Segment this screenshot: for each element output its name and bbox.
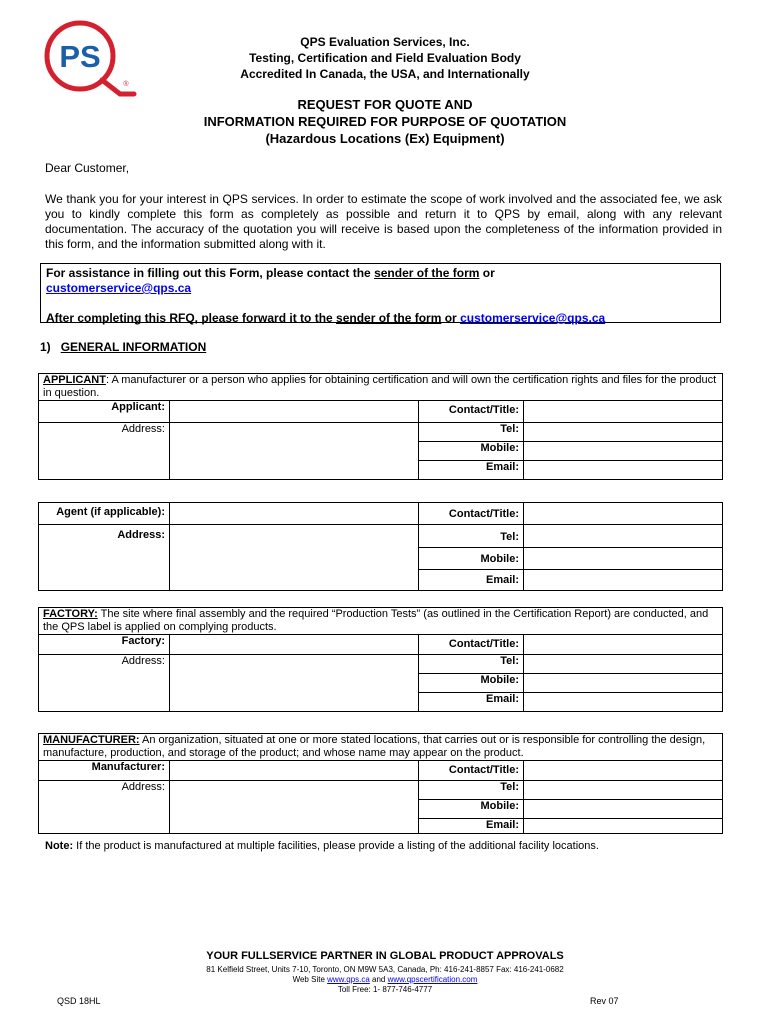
qps-logo [42,14,137,104]
manufacturer-address-field[interactable] [170,781,419,834]
manufacturer-tel-field[interactable] [524,781,723,800]
agent-contact-label: Contact/Title: [419,503,524,525]
title-line-3: (Hazardous Locations (Ex) Equipment) [265,131,505,146]
applicant-address-field[interactable] [170,423,419,480]
assistance-box [40,263,721,323]
greeting: Dear Customer, [45,161,130,175]
manufacturer-address-label: Address: [39,781,170,834]
agent-contact-field[interactable] [524,503,723,525]
manufacturer-label: Manufacturer: [39,761,170,781]
applicant-mobile-field[interactable] [524,442,723,461]
factory-email-label: Email: [419,693,524,712]
agent-tel-field[interactable] [524,525,723,548]
applicant-address-label: Address: [39,423,170,480]
manufacturer-tel-label: Tel: [419,781,524,800]
website-link-2[interactable]: www.qpscertification.com [387,975,478,984]
factory-mobile-field[interactable] [524,674,723,693]
manufacturer-contact-label: Contact/Title: [419,761,524,781]
title-line-2: INFORMATION REQUIRED FOR PURPOSE OF QUOTATION [203,114,567,129]
manufacturer-email-field[interactable] [524,819,723,834]
agent-email-field[interactable] [524,570,723,591]
header-accredited: Accredited In Canada, the USA, and Internationally [240,67,530,81]
factory-description: FACTORY: The site where final assembly and the required “Production Tests” (as outlined in the Certification Report) are conducted, and the QPS label is applied on complying products. [39,608,723,635]
agent-tel-label: Tel: [419,525,524,548]
sender-link-1[interactable]: sender of the form [374,266,480,280]
website-link-1[interactable]: www.qps.ca [327,975,370,984]
applicant-description: APPLICANT: A manufacturer or a person who applies for obtaining certification and will own the certification rights and files for the product in question. [39,374,723,401]
applicant-tel-label: Tel: [419,423,524,442]
agent-email-label: Email: [419,570,524,591]
factory-address-label: Address: [39,655,170,712]
email-link-1[interactable]: customerservice@qps.ca [46,281,192,295]
applicant-table [38,373,723,480]
footer-tollfree: Toll Free: 1- 877-746-4777 [337,985,433,994]
revision: Rev 07 [590,996,619,1006]
applicant-tel-field[interactable] [524,423,723,442]
logo-reg: ® [123,81,129,88]
applicant-mobile-label: Mobile: [419,442,524,461]
applicant-field[interactable] [170,401,419,423]
manufacturer-email-label: Email: [419,819,524,834]
manufacturer-mobile-label: Mobile: [419,800,524,819]
agent-field[interactable] [170,503,419,525]
sender-link-2[interactable]: sender of the form [336,311,442,325]
logo-letters: PS [59,39,101,74]
applicant-email-field[interactable] [524,461,723,480]
factory-mobile-label: Mobile: [419,674,524,693]
agent-address-field[interactable] [170,525,419,591]
footer-web: Web Site www.qps.ca and www.qpscertification.com [292,975,478,984]
factory-address-field[interactable] [170,655,419,712]
agent-mobile-field[interactable] [524,548,723,570]
factory-table [38,607,723,712]
factory-tel-label: Tel: [419,655,524,674]
manufacturer-field[interactable] [170,761,419,781]
footer-tagline: YOUR FULLSERVICE PARTNER IN GLOBAL PRODUCT APPROVALS [206,950,564,962]
manufacturer-description: MANUFACTURER: An organization, situated at one or more stated locations, that carries out or is responsible for controlling the design, manufacture, production, and storage of the product; and whose name may appear on the product. [39,734,723,761]
factory-tel-field[interactable] [524,655,723,674]
intro-paragraph: We thank you for your interest in QPS services. In order to estimate the scope of work involved and the associated fee, we ask you to kindly complete this form as completely as possible and return it to QPS by email, along with any relevant documentation. The accuracy of the quotation you will receive is based upon the completeness of the information provided in this form, and the information submitted along with it. [45,192,722,251]
assist-line-1: For assistance in filling out this Form, please contact the sender of the form or [46,266,495,280]
applicant-contact-label: Contact/Title: [419,401,524,423]
title-line-1: REQUEST FOR QUOTE AND [297,97,473,112]
factory-contact-field[interactable] [524,635,723,655]
agent-mobile-label: Mobile: [419,548,524,570]
factory-field[interactable] [170,635,419,655]
manufacturer-mobile-field[interactable] [524,800,723,819]
manufacturer-contact-field[interactable] [524,761,723,781]
factory-contact-label: Contact/Title: [419,635,524,655]
agent-label: Agent (if applicable): [39,503,170,525]
agent-table [38,502,723,591]
factory-email-field[interactable] [524,693,723,712]
email-link-2[interactable]: customerservice@qps.ca [460,311,606,325]
applicant-label: Applicant: [39,401,170,423]
applicant-email-label: Email: [419,461,524,480]
manufacturer-table [38,733,723,834]
footer-address: 81 Kelfield Street, Units 7-10, Toronto, ON M9W 5A3, Canada, Ph: 416-241-8857 Fax: 416-241-0682 [206,965,564,974]
factory-label: Factory: [39,635,170,655]
header-org: QPS Evaluation Services, Inc. [300,35,470,49]
multi-facility-note: Note: If the product is manufactured at multiple facilities, please provide a listing of the additional facility locations. [45,840,599,852]
header-body: Testing, Certification and Field Evaluation Body [249,51,521,65]
applicant-contact-field[interactable] [524,401,723,423]
agent-address-label: Address: [39,525,170,591]
doc-code: QSD 18HL [57,996,101,1006]
assist-line-2: After completing this RFQ, please forward it to the sender of the form or customerservice@qps.ca [46,311,606,325]
section-general-info: 1) GENERAL INFORMATION [40,340,207,354]
